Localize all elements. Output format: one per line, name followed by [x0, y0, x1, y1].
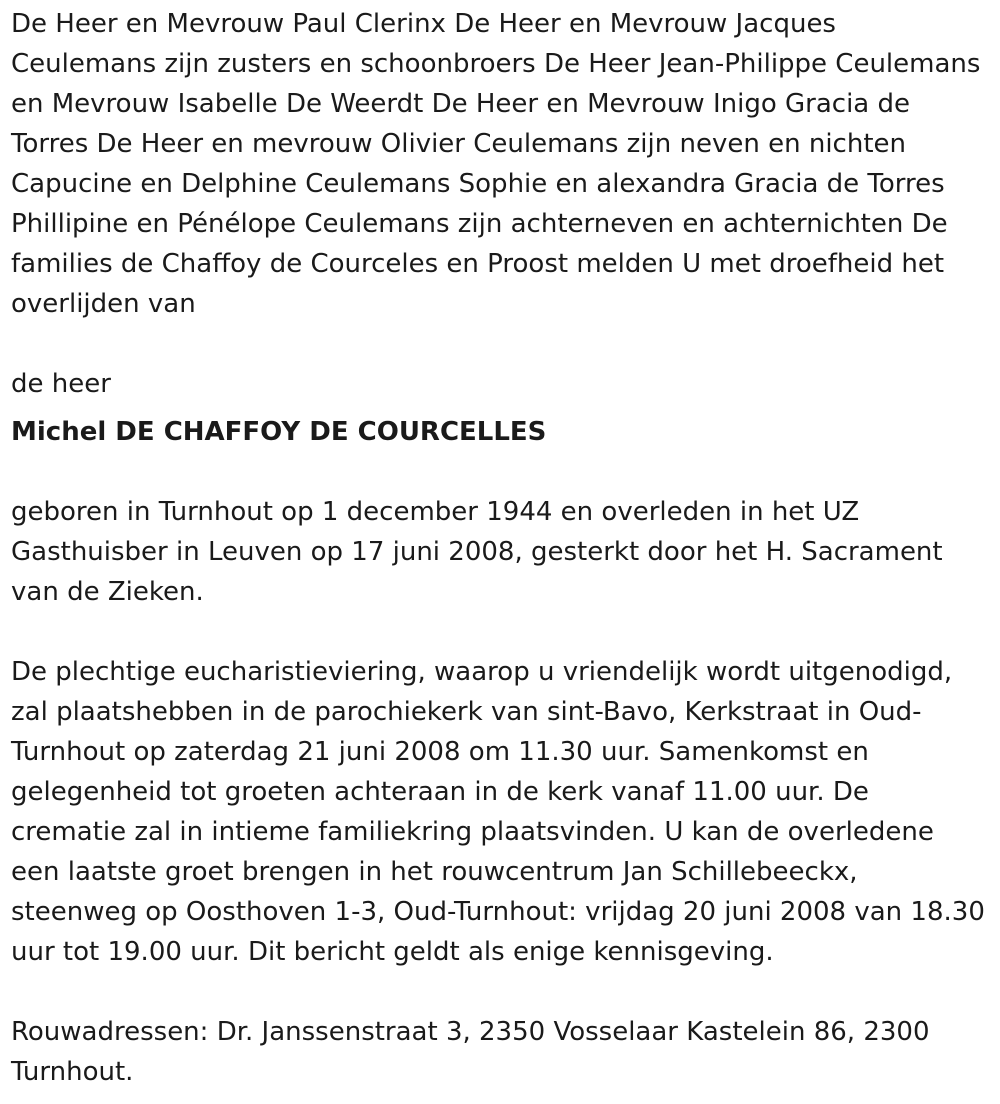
mourning-addresses: Rouwadressen: Dr. Janssenstraat 3, 2350 Vosselaar Kastelein 86, 2300 Turnhout.	[11, 1017, 930, 1087]
family-announcement: De Heer en Mevrouw Paul Clerinx De Heer en Mevrouw Jacques Ceulemans zijn zusters en schoonbroers De Heer Jean-Philippe Ceulemans en Mevrouw Isabelle De Weerdt De Heer en Mevrouw Inigo Gracia de Torres De Heer en mevrouw Olivier Ceulemans zijn neven en nichten Capucine en Delphine Ceulemans Sophie en alexandra Gracia de Torres Phillipine en Pénélope Ceulemans zijn achterneven en achternichten De families de Chaffoy de Courceles en Proost melden U met droefheid het overlijden van	[11, 9, 981, 319]
deceased-name: Michel DE CHAFFOY DE COURCELLES	[11, 417, 547, 447]
honorific: de heer	[11, 369, 111, 399]
death-notice	[11, 4, 986, 1092]
ceremony-details: De plechtige eucharistieviering, waarop u vriendelijk wordt uitgenodigd, zal plaatshebben in de parochiekerk van sint-Bavo, Kerkstraat in Oud-Turnhout op zaterdag 21 juni 2008 om 11.30 uur. Samenkomst en gelegenheid tot groeten achteraan in de kerk vanaf 11.00 uur. De crematie zal in intieme familiekring plaatsvinden. U kan de overledene een laatste groet brengen in het rouwcentrum Jan Schillebeeckx, steenweg op Oosthoven 1-3, Oud-Turnhout: vrijdag 20 juni 2008 van 18.30 uur tot 19.00 uur. Dit bericht geldt als enige kennisgeving.	[11, 657, 985, 967]
birth-death-details: geboren in Turnhout op 1 december 1944 en overleden in het UZ Gasthuisber in Leuven op 17 juni 2008, gesterkt door het H. Sacrament van de Zieken.	[11, 497, 943, 607]
